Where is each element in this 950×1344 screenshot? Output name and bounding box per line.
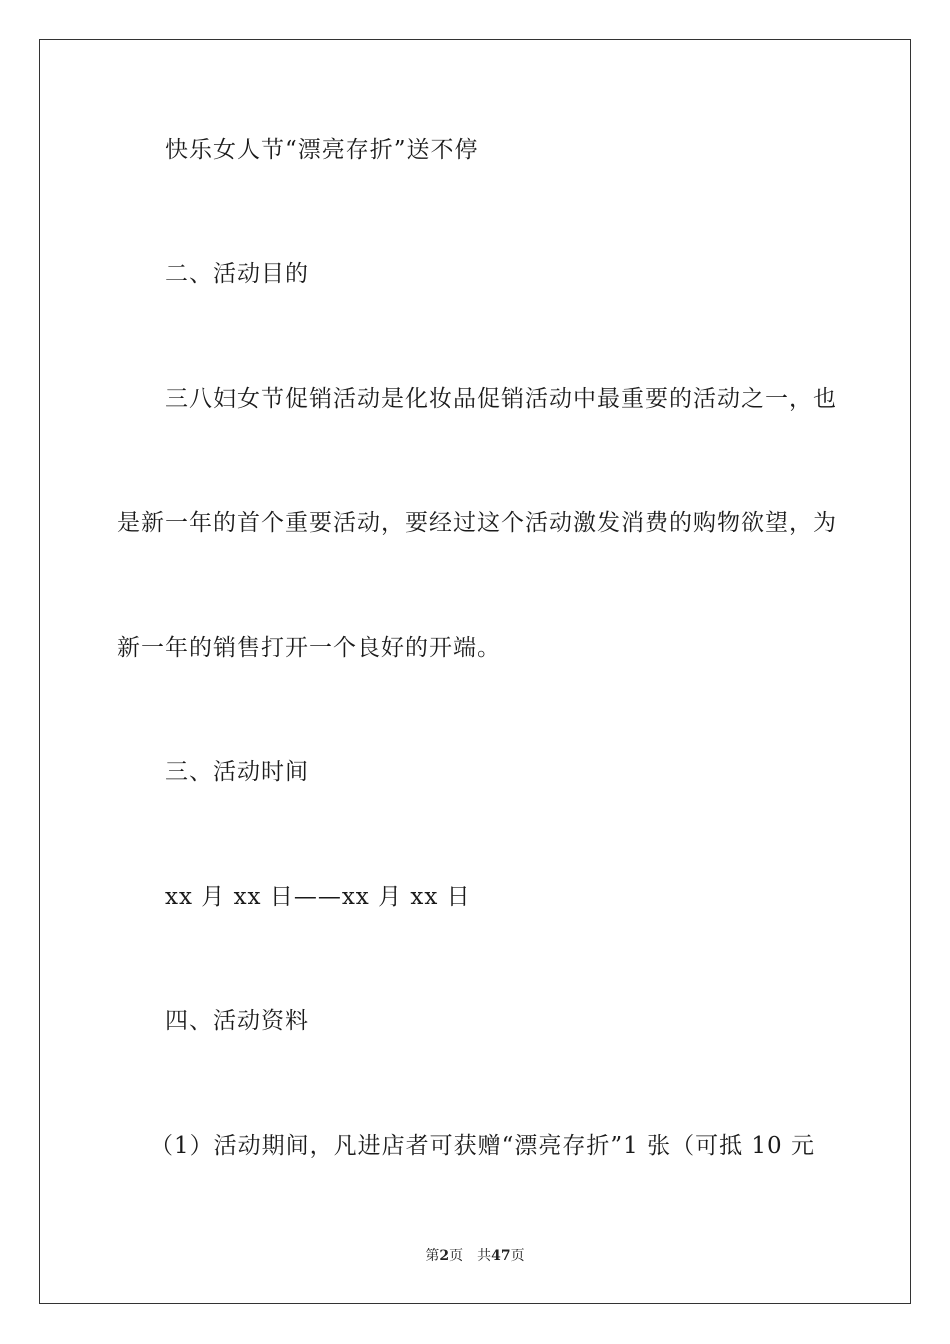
section-heading-content: 四、活动资料 bbox=[165, 1008, 309, 1034]
date-range-line: xx 月 xx 日——xx 月 xx 日 bbox=[165, 884, 471, 910]
page-prefix: 第 bbox=[425, 1248, 440, 1264]
page-footer bbox=[0, 1246, 950, 1266]
total-prefix: 共 bbox=[477, 1248, 492, 1264]
total-pages: 47 bbox=[491, 1248, 511, 1264]
paragraph-line: 三八妇女节促销活动是化妆品促销活动中最重要的活动之一，也 bbox=[165, 386, 837, 412]
total-suffix: 页 bbox=[510, 1248, 525, 1264]
page-number: 2 bbox=[439, 1248, 450, 1264]
paragraph-line: 新一年的销售打开一个良好的开端。 bbox=[117, 635, 501, 661]
slogan-line: 快乐女人节“漂亮存折”送不停 bbox=[165, 137, 479, 163]
paragraph-line: 是新一年的首个重要活动，要经过这个活动激发消费的购物欲望，为 bbox=[117, 510, 837, 536]
section-heading-purpose: 二、活动目的 bbox=[165, 261, 309, 287]
page-border bbox=[39, 39, 911, 1304]
list-item-line: （1）活动期间，凡进店者可获赠“漂亮存折”1 张（可抵 10 元 bbox=[150, 1133, 815, 1159]
section-heading-time: 三、活动时间 bbox=[165, 759, 309, 785]
page-suffix: 页 bbox=[449, 1248, 464, 1264]
